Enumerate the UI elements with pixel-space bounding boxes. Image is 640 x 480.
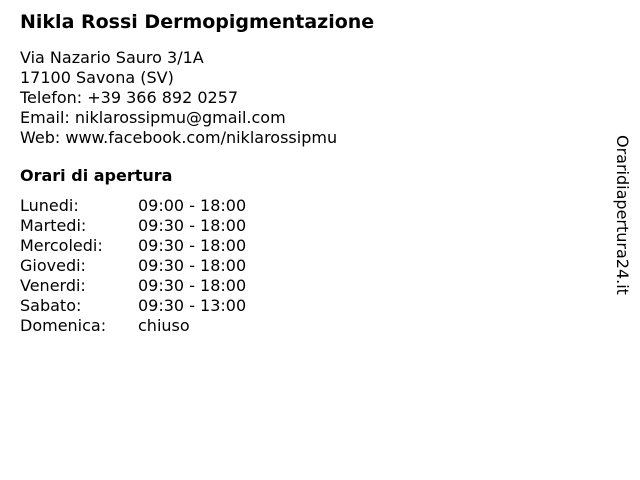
business-card — [20, 8, 600, 336]
hours-row-monday — [20, 196, 600, 216]
hours-row-thursday — [20, 256, 600, 276]
opening-hours-heading: Orari di apertura — [20, 166, 173, 185]
phone-line: Telefon: +39 366 892 0257 — [20, 88, 239, 107]
address-line-1: Via Nazario Sauro 3/1A — [20, 48, 204, 67]
email-line: Email: niklarossipmu@gmail.com — [20, 108, 286, 127]
hours-day-label: Lunedi: — [20, 196, 79, 215]
hours-day-label: Giovedi: — [20, 256, 86, 275]
web-line: Web: www.facebook.com/niklarossipmu — [20, 128, 338, 147]
hours-time-value: 09:30 - 18:00 — [138, 216, 247, 235]
hours-time-value: 09:00 - 18:00 — [138, 196, 247, 215]
hours-time-value: 09:30 - 18:00 — [138, 236, 247, 255]
hours-row-saturday — [20, 296, 600, 316]
hours-day-label: Domenica: — [20, 316, 107, 335]
hours-day-label: Mercoledi: — [20, 236, 103, 255]
hours-row-sunday — [20, 316, 600, 336]
hours-time-value: 09:30 - 13:00 — [138, 296, 247, 315]
opening-hours-table — [20, 196, 600, 336]
hours-time-value: 09:30 - 18:00 — [138, 256, 247, 275]
hours-time-value: chiuso — [138, 316, 190, 335]
hours-row-wednesday — [20, 236, 600, 256]
side-brand-text: Oraridiapertura24.it — [613, 135, 632, 295]
hours-day-label: Sabato: — [20, 296, 82, 315]
address-line-2: 17100 Savona (SV) — [20, 68, 174, 87]
hours-time-value: 09:30 - 18:00 — [138, 276, 247, 295]
business-name: Nikla Rossi Dermopigmentazione — [20, 11, 375, 33]
hours-day-label: Martedi: — [20, 216, 87, 235]
hours-day-label: Venerdi: — [20, 276, 86, 295]
hours-row-tuesday — [20, 216, 600, 236]
hours-row-friday — [20, 276, 600, 296]
